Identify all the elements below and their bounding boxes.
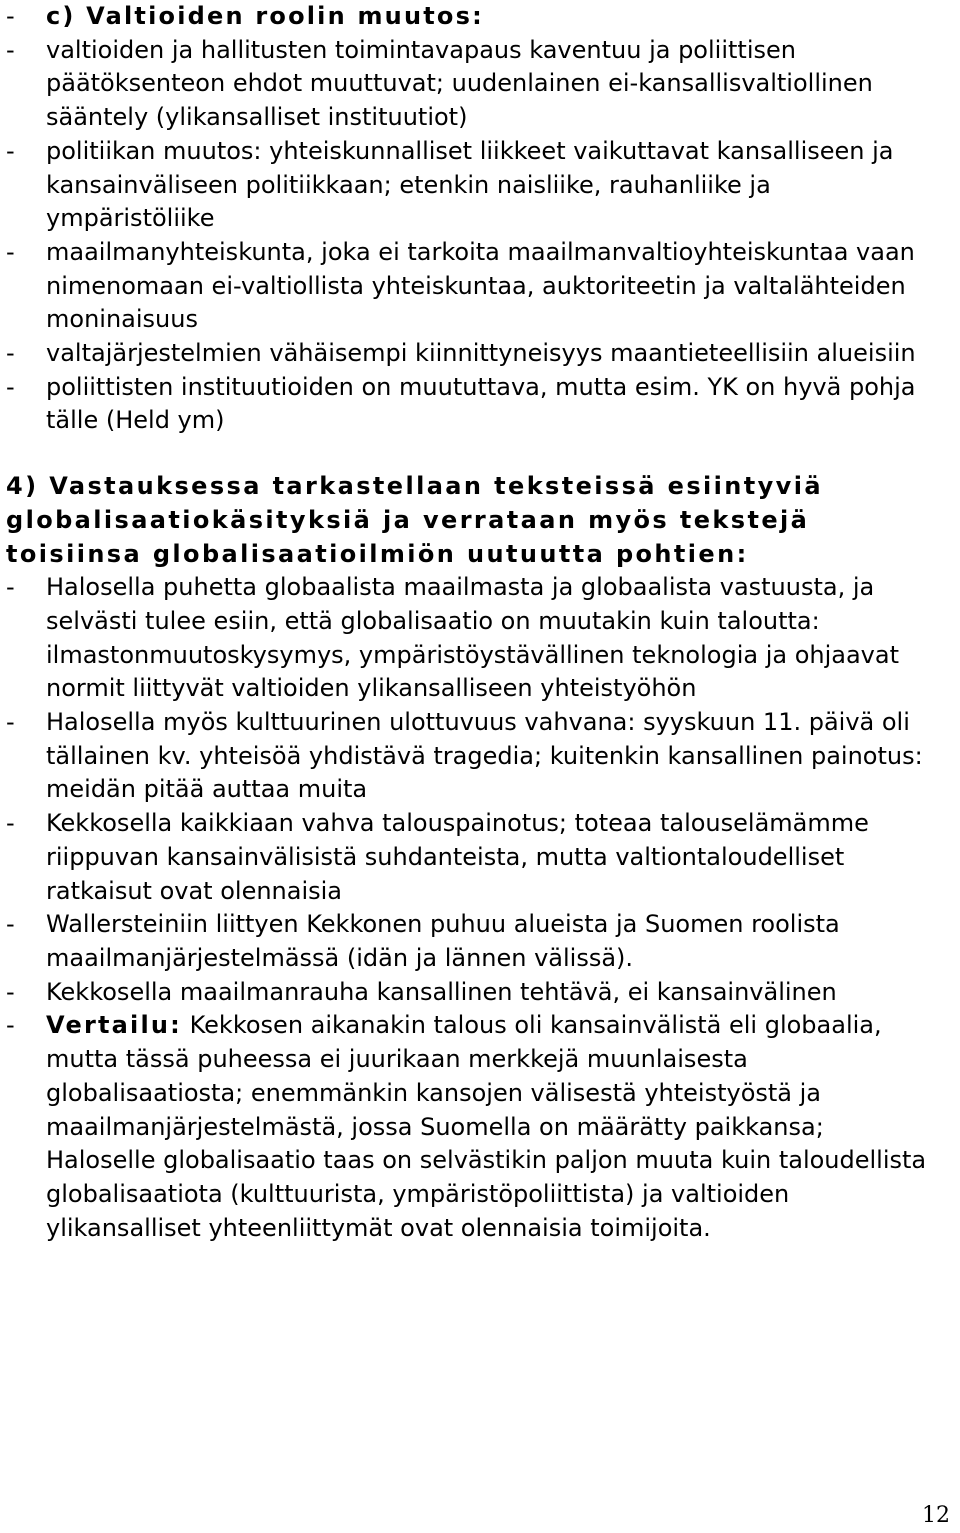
list-item (0, 807, 960, 908)
bullet-dash: - (6, 910, 15, 939)
bullet-dash: - (6, 2, 15, 30)
section-c-title: c) Valtioiden roolin muutos: (46, 2, 484, 30)
comparison-item (0, 1009, 960, 1245)
list-item-text: Kekkosella maailmanrauha kansallinen tehtävä, ei kansainvälinen (46, 977, 837, 1006)
bullet-dash: - (6, 372, 15, 401)
bullet-dash: - (6, 708, 15, 737)
bullet-dash: - (6, 1011, 15, 1040)
comparison-label: Vertailu: (46, 1011, 182, 1040)
bullet-dash: - (6, 35, 15, 64)
section-c-title-row (0, 0, 960, 34)
section-4-heading: 4) Vastauksessa tarkastellaan teksteissä esiintyviä globalisaatiokäsityksiä ja verrataan myös tekstejä toisiinsa globalisaatioilmiön uutuutta pohtien: (6, 472, 823, 568)
list-item (0, 371, 960, 438)
list-item-text: Wallersteiniin liittyen Kekkonen puhuu alueista ja Suomen roolista maailmanjärjestelmässä (idän ja lännen välissä). (46, 910, 840, 972)
bullet-dash: - (6, 573, 15, 602)
list-item-text: Halosella puhetta globaalista maailmasta ja globaalista vastuusta, ja selvästi tulee esiin, että globalisaatio on muutakin kuin taloutta: ilmastonmuutoskysymys, ympäristöystävällinen teknologia ja ohjaavat normit liittyvät valtioiden ylikansalliseen yhteistyöhön (46, 573, 899, 703)
bullet-dash: - (6, 977, 15, 1006)
page-number: 12 (922, 1503, 950, 1528)
list-item (0, 236, 960, 337)
bullet-dash: - (6, 136, 15, 165)
list-item-text: Halosella myös kulttuurinen ulottuvuus vahvana: syyskuun 11. päivä oli tällainen kv. yhteisöä yhdistävä tragedia; kuitenkin kansallinen painotus: meidän pitää auttaa muita (46, 708, 923, 804)
list-item (0, 976, 960, 1010)
bullet-dash: - (6, 237, 15, 266)
list-item-text: Kekkosella kaikkiaan vahva talouspainotus; toteaa talouselämämme riippuvan kansainvälisistä suhdanteista, mutta valtiontaloudelliset ratkaisut ovat olennaisia (46, 809, 869, 905)
list-item (0, 706, 960, 807)
list-item (0, 135, 960, 236)
list-item-text: maailmanyhteiskunta, joka ei tarkoita maailmanvaltioyhteiskuntaa vaan nimenomaan ei-valtiollista yhteiskuntaa, auktoriteetin ja valtalähteiden moninaisuus (46, 237, 915, 334)
comparison-text: Kekkosen aikanakin talous oli kansainvälistä eli globaalia, mutta tässä puheessa ei juurikaan merkkejä muunlaisesta globalisaatiosta; enemmänkin kansojen välisestä yhteistyöstä ja maailmanjärjestelmästä, jossa Suomella on määrätty paikkansa; Haloselle globalisaatio taas on selvästikin paljon muuta kuin taloudellista globalisaatiota (kulttuurista, ympäristöpoliittista) ja valtioiden ylikansalliset yhteenliittymät ovat olennaisia toimijoita. (46, 1011, 927, 1242)
list-item (0, 337, 960, 371)
list-item-text: valtioiden ja hallitusten toimintavapaus kaventuu ja poliittisen päätöksenteon ehdot muuttuvat; uudenlainen ei-kansallisvaltiollinen sääntely (ylikansalliset instituutiot) (46, 35, 873, 132)
list-item (0, 908, 960, 975)
bullet-dash: - (6, 339, 15, 368)
list-item (0, 571, 960, 706)
bullet-dash: - (6, 809, 15, 838)
list-item-text: politiikan muutos: yhteiskunnalliset liikkeet vaikuttavat kansalliseen ja kansainväliseen politiikkaan; etenkin naisliike, rauhanliike ja ympäristöliike (46, 136, 894, 233)
list-item (0, 34, 960, 135)
list-item-text: poliittisten instituutioiden on muututtava, mutta esim. YK on hyvä pohja tälle (Held ym) (46, 372, 916, 435)
comparison-text-block (46, 1009, 960, 1245)
list-item-text: valtajärjestelmien vähäisempi kiinnittyneisyys maantieteellisiin alueisiin (46, 339, 916, 368)
